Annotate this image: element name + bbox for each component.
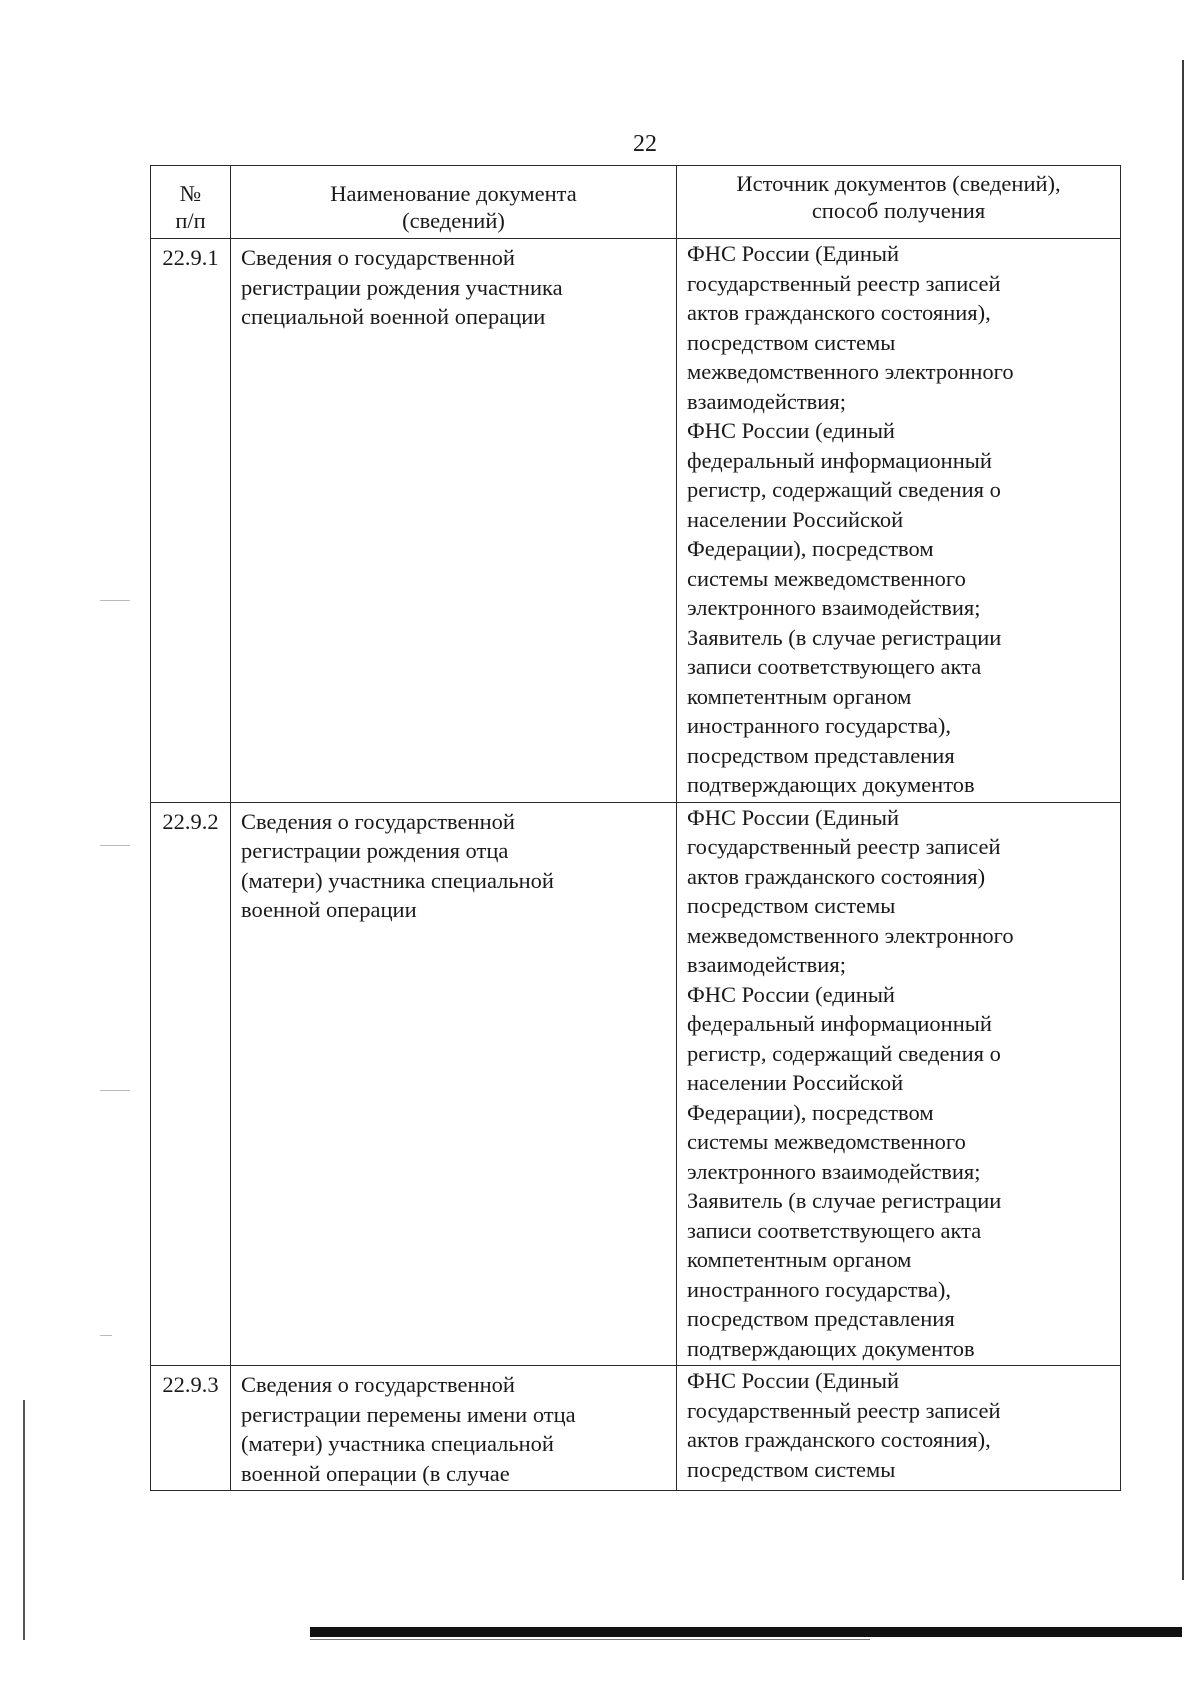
document-name-line: военной операции (в случае — [241, 1460, 510, 1486]
header-source-line: способ получения — [811, 198, 986, 223]
source-line: ФНС России (единый — [687, 418, 895, 443]
source-line: посредством системы — [687, 1456, 896, 1482]
header-number-line: № — [179, 181, 202, 206]
row-number: 22.9.3 — [151, 1366, 231, 1491]
document-name-line: регистрации рождения участника — [241, 274, 563, 300]
source-line: подтверждающих документов — [687, 1335, 975, 1361]
source-line: регистр, содержащий сведения о — [687, 477, 1001, 502]
source-line: населении Российской — [687, 1070, 904, 1095]
source-line: системы межведомственного — [687, 565, 966, 591]
table-row — [151, 802, 1121, 1366]
table-header-row — [151, 166, 1121, 239]
document-name-line: Сведения о государственной — [241, 1372, 515, 1397]
row-document-name — [231, 1366, 677, 1491]
source-line: иностранного государства), — [687, 713, 952, 738]
table-row — [151, 239, 1121, 803]
document-name-line: специальной военной операции — [241, 304, 546, 329]
source-line: государственный реестр записей — [687, 1397, 1001, 1423]
source-line: компетентным органом — [687, 1247, 912, 1272]
source-line: Заявитель (в случае регистрации — [687, 624, 1002, 650]
source-line: электронного взаимодействия; — [687, 1158, 981, 1184]
source-line: посредством системы — [687, 893, 896, 918]
document-name-line: Сведения о государственной — [241, 245, 515, 270]
document-name-line: (матери) участника специальной — [241, 1431, 554, 1456]
source-line: актов гражданского состояния) — [687, 863, 986, 889]
source-line: посредством представления — [687, 1306, 955, 1331]
source-line: посредством системы — [687, 329, 896, 355]
source-line: межведомственного электронного — [687, 359, 1014, 384]
row-document-name — [231, 239, 677, 803]
header-document-name-line: Наименование документа — [330, 181, 577, 206]
source-line: федеральный информационный — [687, 1011, 992, 1036]
source-line: населении Российской — [687, 506, 904, 532]
scan-edge-left — [23, 1400, 25, 1640]
row-source — [677, 802, 1121, 1366]
source-line: электронного взаимодействия; — [687, 595, 981, 620]
header-source — [677, 166, 1121, 239]
source-line: взаимодействия; — [687, 952, 846, 977]
source-line: взаимодействия; — [687, 388, 846, 414]
header-number-line: п/п — [175, 208, 206, 233]
row-source — [677, 1366, 1121, 1491]
source-line: регистр, содержащий сведения о — [687, 1040, 1001, 1066]
scan-speck — [100, 845, 130, 846]
scan-edge-right — [1182, 60, 1184, 1580]
source-line: компетентным органом — [687, 683, 912, 709]
header-document-name — [231, 166, 677, 239]
document-name-line: регистрации рождения отца — [241, 838, 509, 863]
row-source — [677, 239, 1121, 803]
scan-speck — [100, 1090, 130, 1091]
source-line: государственный реестр записей — [687, 270, 1001, 296]
table-row — [151, 1366, 1121, 1491]
row-number: 22.9.1 — [151, 239, 231, 803]
source-line: ФНС России (Единый — [687, 804, 900, 830]
row-number: 22.9.2 — [151, 802, 231, 1366]
scan-speck — [100, 600, 130, 601]
header-source-line: Источник документов (сведений), — [736, 171, 1061, 196]
source-line: Федерации), посредством — [687, 536, 934, 561]
header-document-name-line: (сведений) — [402, 208, 505, 233]
row-document-name — [231, 802, 677, 1366]
source-line: федеральный информационный — [687, 447, 992, 473]
scan-bottom-bar — [310, 1627, 1182, 1637]
documents-table — [150, 165, 1121, 1491]
source-line: системы межведомственного — [687, 1129, 966, 1154]
source-line: Федерации), посредством — [687, 1099, 934, 1125]
document-name-line: регистрации перемены имени отца — [241, 1401, 576, 1427]
source-line: записи соответствующего акта — [687, 1217, 982, 1243]
source-line: межведомственного электронного — [687, 922, 1014, 948]
source-line: ФНС России (Единый — [687, 241, 900, 266]
source-line: актов гражданского состояния), — [687, 1427, 991, 1452]
source-line: актов гражданского состояния), — [687, 300, 991, 325]
scan-speck — [100, 1335, 112, 1336]
scan-bottom-line — [310, 1639, 870, 1640]
header-number — [151, 166, 231, 239]
document-name-line: (матери) участника специальной — [241, 867, 554, 893]
source-line: посредством представления — [687, 742, 955, 768]
source-line: государственный реестр записей — [687, 834, 1001, 859]
document-name-line: военной операции — [241, 897, 417, 922]
source-line: ФНС России (единый — [687, 981, 895, 1007]
page-number: 22 — [633, 131, 657, 157]
document-name-line: Сведения о государственной — [241, 808, 515, 834]
source-line: записи соответствующего акта — [687, 654, 982, 679]
source-line: ФНС России (Единый — [687, 1368, 900, 1393]
source-line: Заявитель (в случае регистрации — [687, 1188, 1002, 1213]
source-line: иностранного государства), — [687, 1276, 952, 1302]
source-line: подтверждающих документов — [687, 772, 975, 797]
